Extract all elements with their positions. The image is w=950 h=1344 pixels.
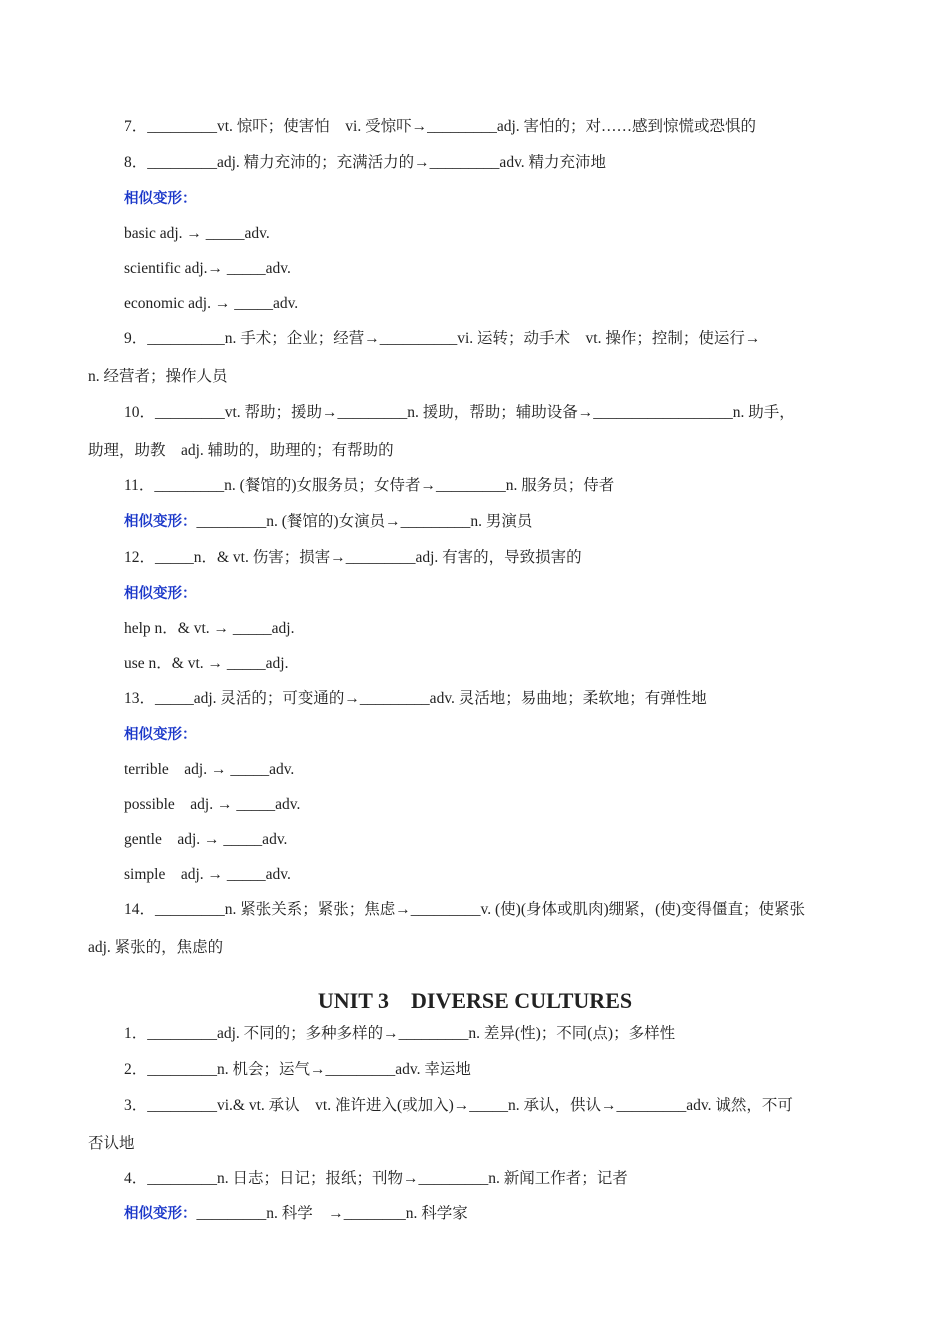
similar-text: _________n. 科学 →________n. 科学家 xyxy=(196,1205,468,1222)
similar-line-5 xyxy=(124,1204,862,1224)
similar-text: _________n. (餐馆的)女演员→_________n. 男演员 xyxy=(196,513,533,530)
similar-label: 相似变形： xyxy=(124,191,197,207)
unit-item-3b: 否认地 xyxy=(88,1135,135,1152)
item-13: 13．_____adj. 灵活的；可变通的→_________adv. 灵活地；易曲地；柔软地；有弹性地 xyxy=(124,690,707,707)
item-14a: 14．_________n. 紧张关系；紧张；焦虑→_________v. (使)(身体或肌肉)绷紧，(使)变得僵直；使紧张 xyxy=(124,901,805,918)
simple-line: simple adj. → _____adv. xyxy=(124,866,291,883)
item-11: 11．_________n. (餐馆的)女服务员；女侍者→_________n. 服务员；侍者 xyxy=(124,477,615,494)
similar-label: 相似变形： xyxy=(124,1206,197,1222)
unit-item-3a: 3．_________vi.& vt. 承认 vt. 准许进入(或加入)→_____n. 承认，供认→_________adv. 诚然，不可 xyxy=(124,1097,793,1114)
similar-label-4 xyxy=(124,725,862,745)
item-9a: 9．__________n. 手术；企业；经营→__________vi. 运转；动手术 vt. 操作；控制；使运行→ xyxy=(124,330,761,347)
similar-label-3 xyxy=(124,584,862,604)
item-14b: adj. 紧张的，焦虑的 xyxy=(88,939,224,956)
help-line: help n．& vt. → _____adj. xyxy=(124,620,295,637)
similar-label-1 xyxy=(124,189,862,209)
possible-line: possible adj. → _____adv. xyxy=(124,796,301,813)
terrible-line: terrible adj. → _____adv. xyxy=(124,761,295,778)
item-12: 12．_____n．& vt. 伤害；损害→_________adj. 有害的，导致损害的 xyxy=(124,549,582,566)
similar-line-2 xyxy=(124,512,862,532)
item-7: 7．_________vt. 惊吓；使害怕 vi. 受惊吓→_________adj. 害怕的；对……感到惊慌或恐惧的 xyxy=(124,118,757,135)
item-9b: n. 经营者；操作人员 xyxy=(88,368,228,385)
use-line: use n．& vt. → _____adj. xyxy=(124,655,289,672)
item-10b: 助理，助教 adj. 辅助的，助理的；有帮助的 xyxy=(88,442,394,459)
similar-label: 相似变形： xyxy=(124,514,197,530)
unit-item-2: 2．_________n. 机会；运气→_________adv. 幸运地 xyxy=(124,1061,471,1078)
unit-title: UNIT 3 DIVERSE CULTURES xyxy=(317,988,633,1013)
gentle-line: gentle adj. → _____adv. xyxy=(124,831,288,848)
similar-label: 相似变形： xyxy=(124,727,197,743)
basic-line: basic adj. → _____adv. xyxy=(124,225,270,242)
similar-label: 相似变形： xyxy=(124,586,197,602)
item-8: 8．_________adj. 精力充沛的；充满活力的→_________adv. 精力充沛地 xyxy=(124,154,607,171)
item-10a: 10．_________vt. 帮助；援助→_________n. 援助，帮助；辅助设备→__________________n. 助手， xyxy=(124,404,795,421)
unit-item-1: 1．_________adj. 不同的；多种多样的→_________n. 差异(性)；不同(点)；多样性 xyxy=(124,1025,676,1042)
economic-line: economic adj. → _____adv. xyxy=(124,295,299,312)
unit-item-4: 4．_________n. 日志；日记；报纸；刊物→_________n. 新闻工作者；记者 xyxy=(124,1170,628,1187)
scientific-line: scientific adj.→ _____adv. xyxy=(124,260,291,277)
